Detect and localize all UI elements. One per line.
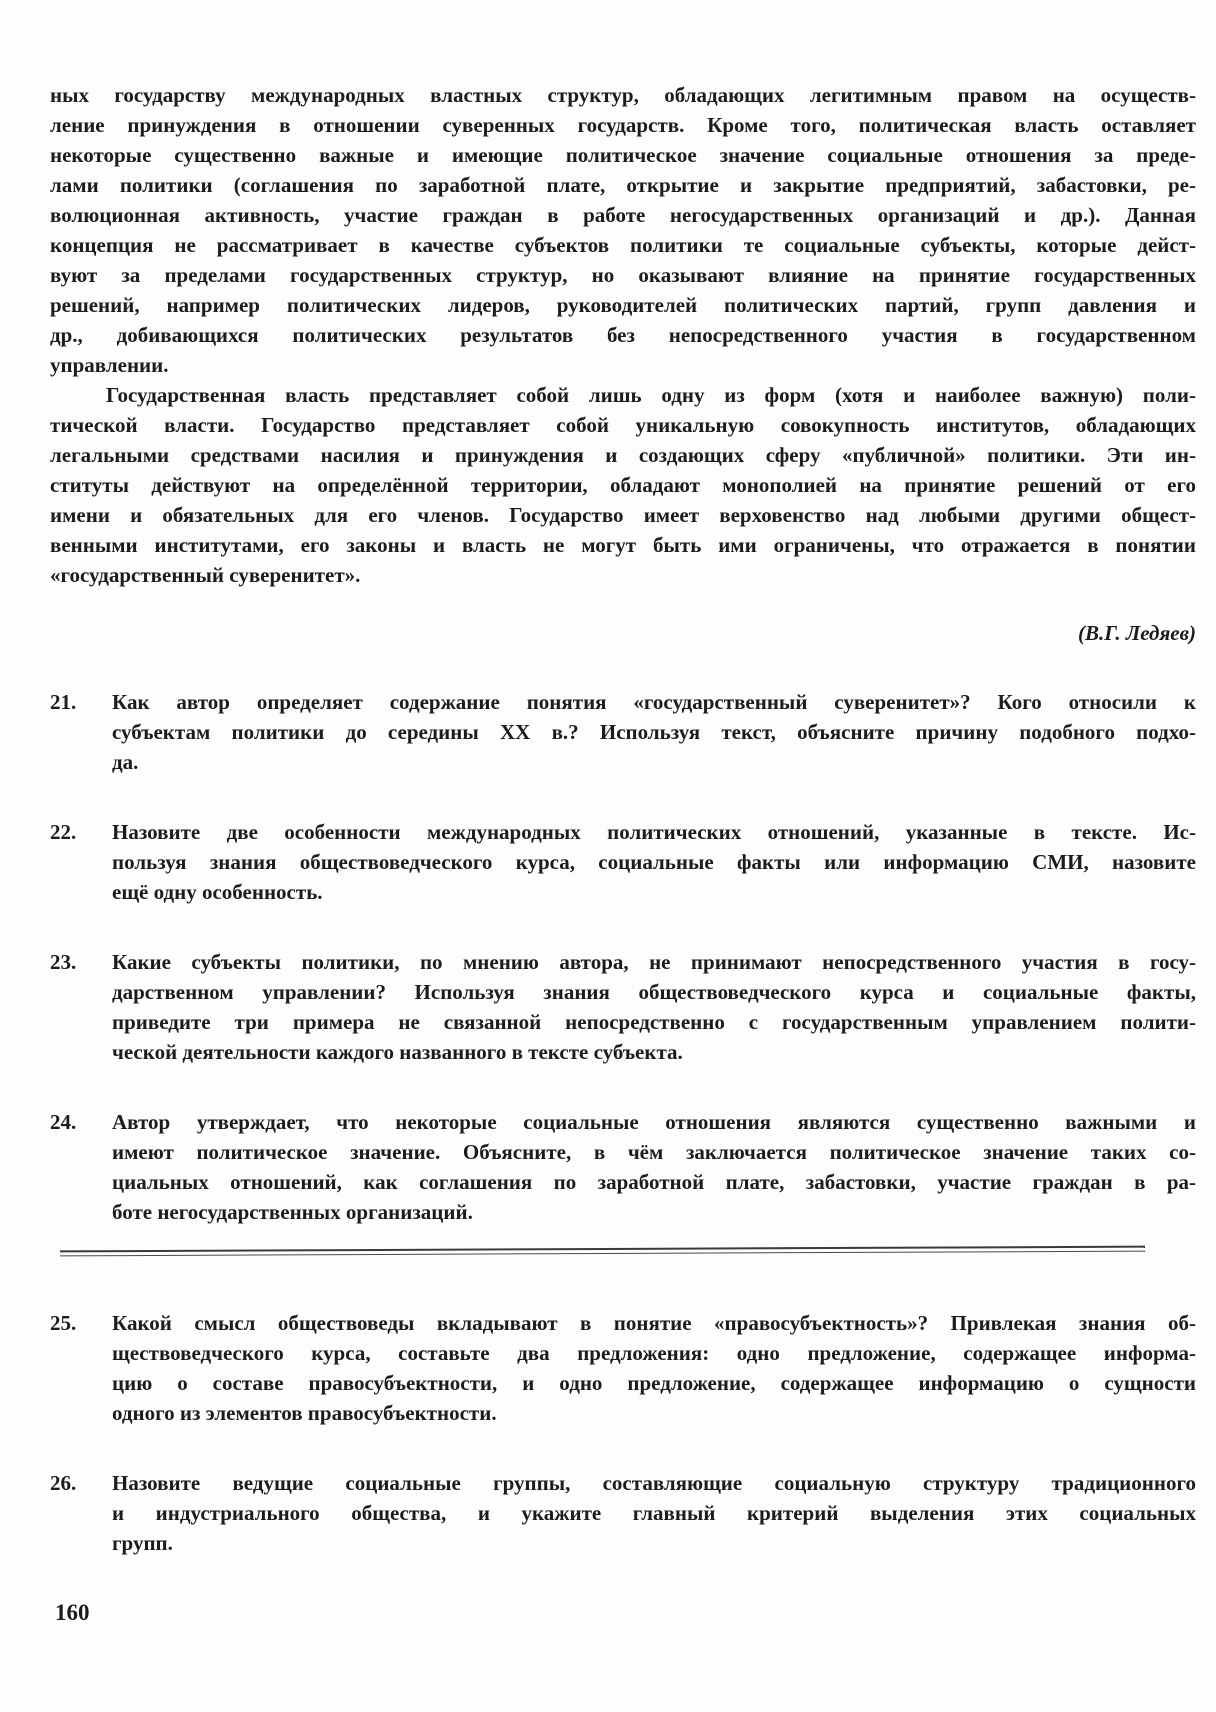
reading-passage	[50, 80, 1196, 590]
text-line: Назовите две особенности международных политических отношений, указанные в тексте. Ис-	[112, 820, 1196, 844]
text-line: венными институтами, его законы и власть не могут быть ими ограничены, что отражается в понятии	[50, 533, 1196, 557]
text-line: Назовите ведущие социальные группы, составляющие социальную структуру традиционного	[112, 1471, 1196, 1495]
question-text	[112, 1107, 1196, 1227]
text-line: Как автор определяет содержание понятия «государственный суверенитет»? Кого относили к	[112, 690, 1196, 714]
passage-paragraph	[50, 380, 1196, 590]
text-line: Какой смысл обществоведы вкладывают в понятие «правосубъектность»? Привлекая знания об-	[112, 1311, 1196, 1335]
text-line: др., добивающихся политических результатов без непосредственного участия в государственном	[50, 323, 1196, 347]
text-line: Автор утверждает, что некоторые социальные отношения являются существенно важными и	[112, 1110, 1196, 1134]
question-number: 26.	[50, 1471, 77, 1495]
text-line: циальных отношений, как соглашения по заработной плате, забастовки, участие граждан в ра-	[112, 1170, 1196, 1194]
text-line: концепция не рассматривает в качестве субъектов политики те социальные субъекты, которые дейст-	[50, 233, 1196, 257]
text-line: приведите три примера не связанной непосредственно с государственным управлением полити-	[112, 1010, 1196, 1034]
text-line: управлении.	[50, 353, 169, 377]
text-line: групп.	[112, 1531, 173, 1555]
question-item-25	[50, 1308, 1196, 1428]
text-line: субъектам политики до середины XX в.? Используя текст, объясните причину подобного подхо-	[112, 720, 1196, 744]
text-line: волюционная активность, участие граждан в работе негосударственных организаций и др.). Данная	[50, 203, 1196, 227]
text-line: одного из элементов правосубъектности.	[112, 1401, 497, 1425]
text-line: легальными средствами насилия и принуждения и создающих сферу «публичной» политики. Эти ин-	[50, 443, 1196, 467]
text-line: да.	[112, 750, 139, 774]
text-line: ществоведческого курса, составьте два предложения: одно предложение, содержащее информа-	[112, 1341, 1196, 1365]
question-text	[112, 1468, 1196, 1558]
text-line: имеют политическое значение. Объясните, в чём заключается политическое значение таких со-	[112, 1140, 1196, 1164]
question-text	[112, 947, 1196, 1067]
text-line: цию о составе правосубъектности, и одно предложение, содержащее информацию о сущности	[112, 1371, 1196, 1395]
question-item-22	[50, 817, 1196, 907]
text-line: ституты действуют на определённой территории, обладают монополией на принятие решений от его	[50, 473, 1196, 497]
passage-paragraph	[50, 80, 1196, 380]
page-content	[50, 80, 1196, 1628]
question-number: 24.	[50, 1110, 77, 1134]
question-item-23	[50, 947, 1196, 1067]
text-line: ещё одну особенность.	[112, 880, 323, 904]
section-separator	[60, 1246, 1145, 1257]
question-text	[112, 1308, 1196, 1428]
text-line: боте негосударственных организаций.	[112, 1200, 473, 1224]
question-number: 25.	[50, 1311, 77, 1335]
questions-group-top	[50, 687, 1196, 1227]
question-number: 21.	[50, 690, 77, 714]
text-line: дарственном управлении? Используя знания обществоведческого курса и социальные факты,	[112, 980, 1196, 1004]
passage-attribution: (В.Г. Ледяев)	[1078, 621, 1196, 645]
questions-group-bottom	[50, 1308, 1196, 1558]
text-line: Какие субъекты политики, по мнению автора, не принимают непосредственного участия в госу-	[112, 950, 1196, 974]
question-item-26	[50, 1468, 1196, 1558]
text-line: решений, например политических лидеров, руководителей политических партий, групп давления и	[50, 293, 1196, 317]
text-line: имени и обязательных для его членов. Государство имеет верховенство над любыми другими общест-	[50, 503, 1196, 527]
question-item-24	[50, 1107, 1196, 1227]
text-line: некоторые существенно важные и имеющие политическое значение социальные отношения за преде-	[50, 143, 1196, 167]
text-line: тической власти. Государство представляет собой уникальную совокупность институтов, обладающих	[50, 413, 1196, 437]
question-number: 22.	[50, 820, 77, 844]
question-item-21	[50, 687, 1196, 777]
text-line: Государственная власть представляет собой лишь одну из форм (хотя и наиболее важную) поли-	[106, 383, 1196, 407]
text-line: ных государству международных властных структур, обладающих легитимным правом на осуществ-	[50, 83, 1196, 107]
text-line: пользуя знания обществоведческого курса, социальные факты или информацию СМИ, назовите	[112, 850, 1196, 874]
text-line: «государственный суверенитет».	[50, 563, 361, 587]
page-number: 160	[55, 1600, 90, 1625]
question-text	[112, 817, 1196, 907]
text-line: ческой деятельности каждого названного в тексте субъекта.	[112, 1040, 683, 1064]
text-line: и индустриального общества, и укажите главный критерий выделения этих социальных	[112, 1501, 1196, 1525]
text-line: лами политики (соглашения по заработной плате, открытие и закрытие предприятий, забастовки, ре-	[50, 173, 1196, 197]
text-line: ление принуждения в отношении суверенных государств. Кроме того, политическая власть оставляет	[50, 113, 1196, 137]
question-text	[112, 687, 1196, 777]
question-number: 23.	[50, 950, 77, 974]
text-line: вуют за пределами государственных структур, но оказывают влияние на принятие государственных	[50, 263, 1196, 287]
